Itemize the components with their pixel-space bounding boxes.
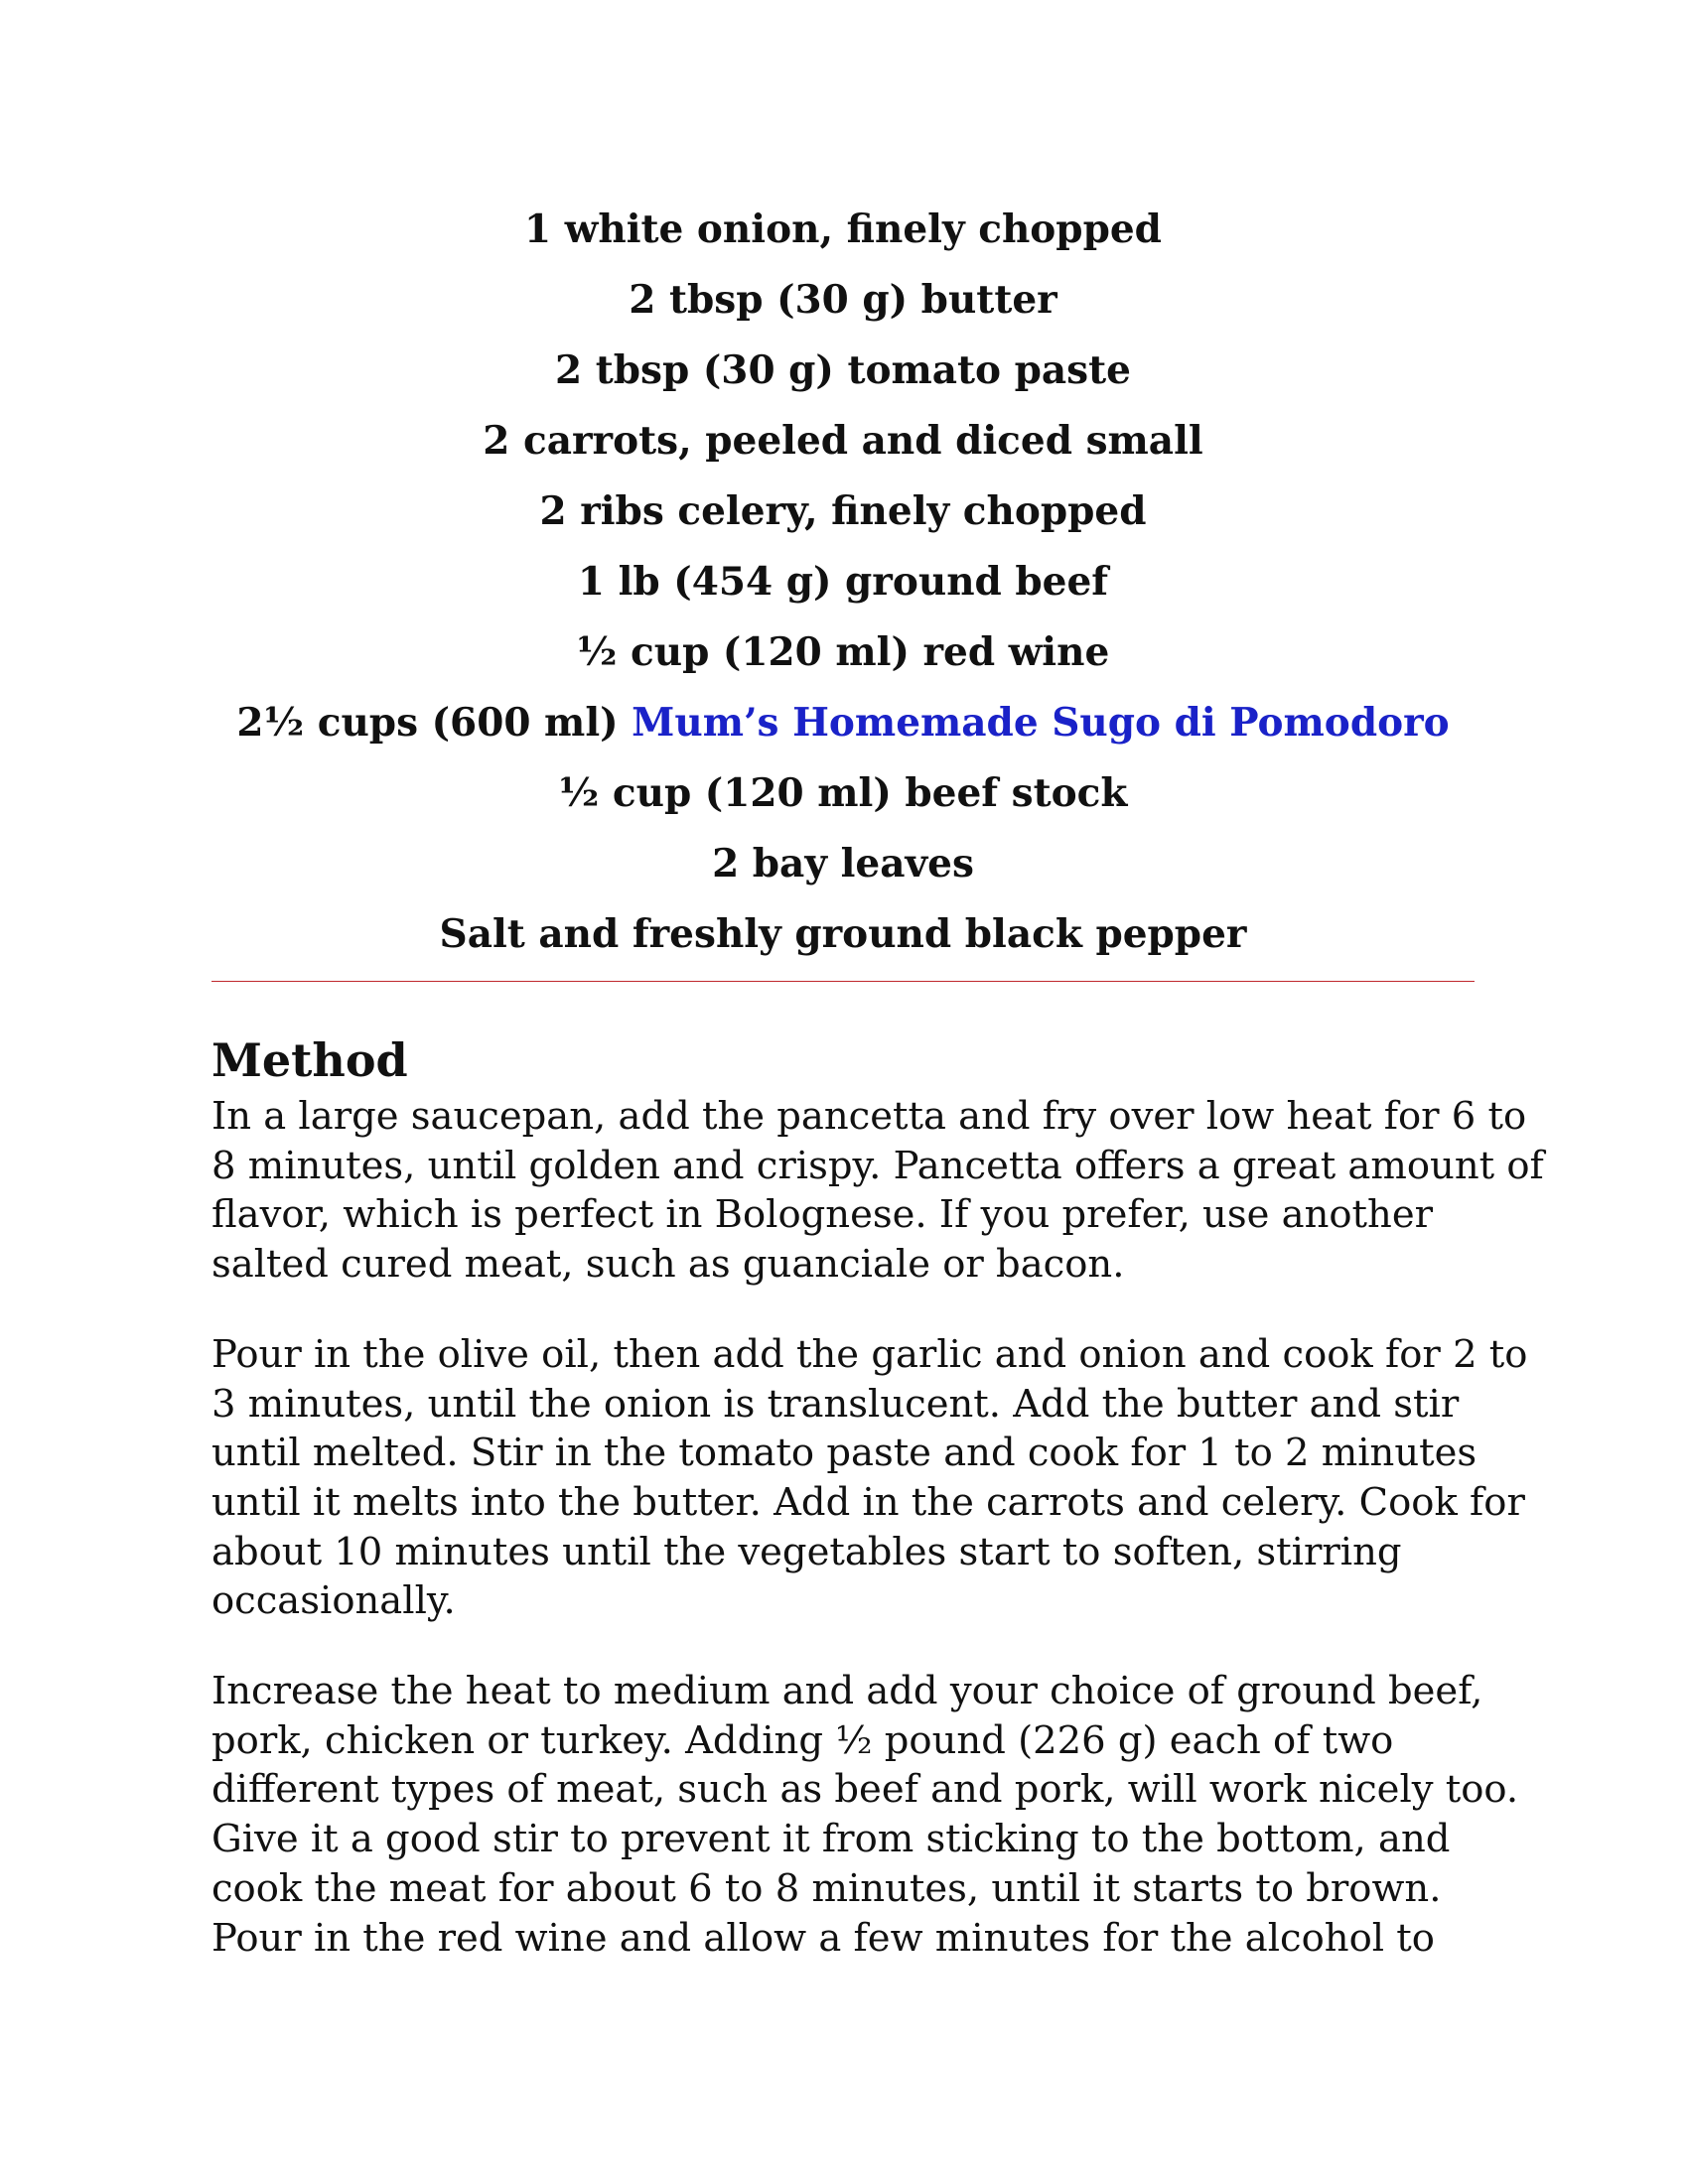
ingredient-item <box>211 477 1475 547</box>
ingredient-text: 2 tbsp (30 g) tomato paste <box>555 347 1131 393</box>
ingredient-item <box>211 829 1475 899</box>
text-line: cook the meat for about 6 to 8 minutes, until it starts to brown. <box>211 1865 1442 1911</box>
text-line: In a large saucepan, add the pancetta and fry over low heat for 6 to <box>211 1094 1527 1139</box>
text-line: until it melts into the butter. Add in the carrots and celery. Cook for <box>211 1479 1525 1525</box>
ingredient-item <box>211 758 1475 829</box>
ingredient-text: 2½ cups (600 ml) <box>236 700 633 746</box>
method-paragraph <box>211 1092 1544 1290</box>
ingredient-item <box>211 265 1475 336</box>
text-line: 3 minutes, until the onion is translucent. Add the butter and stir <box>211 1381 1460 1427</box>
ingredient-item <box>211 688 1475 758</box>
text-line: occasionally. <box>211 1578 456 1624</box>
text-line: flavor, which is perfect in Bolognese. If you prefer, use another <box>211 1192 1434 1238</box>
method-paragraph <box>211 1330 1528 1626</box>
recipe-page <box>211 0 1544 2184</box>
method-paragraph <box>211 1667 1519 1963</box>
ingredient-text: Salt and freshly ground black pepper <box>439 911 1247 957</box>
ingredient-item <box>211 336 1475 406</box>
ingredient-list <box>211 195 1475 970</box>
ingredient-item <box>211 617 1475 688</box>
text-line: different types of meat, such as beef and pork, will work nicely too. <box>211 1767 1519 1813</box>
text-line: 8 minutes, until golden and crispy. Pancetta offers a great amount of <box>211 1143 1544 1188</box>
sugo-recipe-link[interactable]: Mum’s Homemade Sugo di Pomodoro <box>632 700 1450 746</box>
ingredient-text: 2 bay leaves <box>712 841 974 887</box>
ingredient-text: 1 white onion, finely chopped <box>524 206 1162 252</box>
text-line: salted cured meat, such as guanciale or bacon. <box>211 1242 1125 1288</box>
ingredient-text: 2 carrots, peeled and diced small <box>483 418 1203 464</box>
ingredient-text: 2 ribs celery, finely chopped <box>539 488 1147 534</box>
ingredient-text: ½ cup (120 ml) red wine <box>576 629 1110 675</box>
text-line: until melted. Stir in the tomato paste and cook for 1 to 2 minutes <box>211 1431 1477 1476</box>
ingredient-text: ½ cup (120 ml) beef stock <box>558 770 1128 816</box>
ingredient-item <box>211 899 1475 970</box>
text-line: Give it a good stir to prevent it from sticking to the bottom, and <box>211 1817 1451 1862</box>
text-line: Increase the heat to medium and add your choice of ground beef, <box>211 1669 1483 1714</box>
ingredient-item <box>211 195 1475 265</box>
ingredient-item <box>211 547 1475 617</box>
method-heading: Method <box>211 1033 408 1087</box>
ingredient-item <box>211 406 1475 477</box>
method-body <box>211 1092 1544 2003</box>
ingredient-text: 1 lb (454 g) ground beef <box>577 559 1109 605</box>
text-line: Pour in the red wine and allow a few minutes for the alcohol to <box>211 1915 1435 1961</box>
text-line: pork, chicken or turkey. Adding ½ pound (226 g) each of two <box>211 1717 1394 1763</box>
ingredient-text: 2 tbsp (30 g) butter <box>629 277 1057 323</box>
text-line: about 10 minutes until the vegetables start to soften, stirring <box>211 1529 1402 1574</box>
section-divider <box>211 981 1475 982</box>
text-line: Pour in the olive oil, then add the garlic and onion and cook for 2 to <box>211 1331 1528 1377</box>
